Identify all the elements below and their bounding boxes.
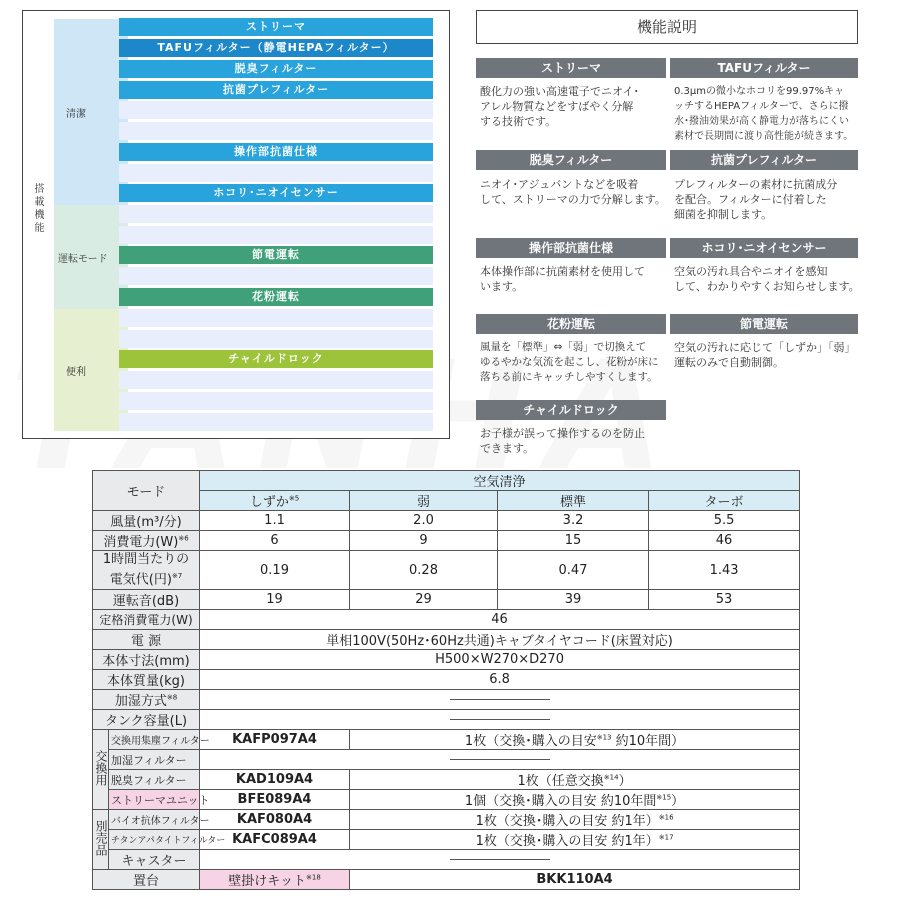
note-mark: ※17 [658,833,674,842]
part-code: BKK110A4 [350,870,800,890]
table-row [93,471,800,491]
table-cell: H500×W270×D270 [200,650,800,670]
desc-line: プレフィルターの素材に抗菌成分 [674,178,838,191]
table-cell-empty [200,850,800,870]
chart-row [119,205,433,223]
table-row [93,870,800,890]
table-cell: 3.2 [498,511,649,531]
desc-line: 細菌を抑制します。 [674,208,773,221]
desc-line: を配合。フィルターに付着した [674,193,827,206]
note-mark: ※5 [288,494,300,503]
table-row [93,850,800,870]
label-text: 加湿方式 [114,694,167,709]
mode-turbo: ターボ [649,491,800,511]
replace-deodor-filter: 脱臭フィルター [109,770,200,790]
bar-child-lock: チャイルドロック [119,350,433,368]
dash-line [450,759,550,760]
table-row [93,730,800,750]
func-prefilter-title: 抗菌プレフィルター [670,150,858,170]
info-text: 約10年間 [600,794,657,809]
desc-line: ッチするHEPAフィルターで、さらに撥 [674,101,849,112]
wall-kit [200,870,350,890]
replace-dust-filter: 交換用集塵フィルター [109,730,200,750]
table-row [93,590,800,610]
table-cell: 39 [498,590,649,610]
func-pollen-title: 花粉運転 [476,314,666,334]
row-label-power-source: 電 源 [93,630,200,650]
table-row [93,511,800,531]
func-childlock-desc [480,426,670,456]
row-label-airflow: 風量(m³/分) [93,511,200,531]
part-code: KAFC089A4 [200,830,350,850]
info-text: 1枚（交換･購入の目安 約1年） [475,814,659,829]
func-panel-title: 操作部抗菌仕様 [476,238,666,258]
table-row [93,670,800,690]
option-group-label [93,810,109,870]
note-mark: ※7 [171,572,183,581]
desc-line: する技術です。 [480,115,557,128]
chart-row [119,122,433,140]
row-label-mass: 本体質量(kg) [93,670,200,690]
chart-row [119,330,433,348]
info-text: 1個（交換･購入の目安 [464,794,597,809]
table-cell: 15 [498,531,649,551]
chart-row [119,101,433,119]
info-text: 1枚（交換･購入の目安 約1年） [475,834,659,849]
table-cell: 19 [200,590,350,610]
table-row [93,531,800,551]
chart-row [119,164,433,182]
table-cell: 6.8 [200,670,800,690]
table-cell: 53 [649,590,800,610]
note-mark: ※13 [596,733,612,742]
func-eco-desc [674,340,862,370]
table-cell: 9 [350,531,498,551]
note-mark: ※8 [166,693,178,702]
category-convenience [54,309,128,431]
row-label-rated: 定格消費電力(W) [93,610,200,630]
row-label-noise: 運転音(dB) [93,590,200,610]
table-row [93,810,800,830]
row-label-humid [93,690,200,710]
row-label-cost [93,551,200,590]
table-cell: 0.47 [498,551,649,590]
bar-antibacterial-panel: 操作部抗菌仕様 [119,143,433,161]
info-text: ） [618,774,632,789]
mode-weak: 弱 [350,491,498,511]
desc-line: 運転のみで自動制御。 [674,356,784,369]
table-row [93,610,800,630]
desc-line: 空気の汚れ具合やニオイを感知 [674,265,828,278]
desc-line: 落ちる前にキャッチしやすくします。 [480,371,658,383]
note-mark: ※16 [658,813,674,822]
row-label-tank: タンク容量(L) [93,710,200,730]
part-code: KAD109A4 [200,770,350,790]
desc-line: ニオイ･アジュバントなどを吸着 [480,178,639,191]
row-label-power [93,531,200,551]
category-mode-label: 運転モード [58,253,108,265]
table-row [93,630,800,650]
label-text: 消費電力(W) [103,535,179,550]
table-cell-empty [200,750,800,770]
table-cell: 0.19 [200,551,350,590]
desc-line: 酸化力の強い高速電子でニオイ･ [480,85,639,98]
category-cleaning-label: 清潔 [66,108,86,120]
part-info [350,730,800,750]
table-cell: 1.1 [200,511,350,531]
spec-table [92,470,800,890]
bar-pollen-mode: 花粉運転 [119,288,433,306]
table-cell: 0.28 [350,551,498,590]
part-info [350,830,800,850]
desc-line: 素材で長期間に渡り高性能が続きます。 [674,131,854,142]
chart-row [119,371,433,389]
part-info [350,810,800,830]
table-row [93,551,800,590]
label-text: 電気代(円) [109,572,172,588]
desc-line: ゆるやかな気流を起こし、花粉が床に [480,356,659,368]
desc-line: して、ストリーマの力で分解します。 [480,193,666,206]
part-code: BFE089A4 [200,790,350,810]
chart-row [119,392,433,410]
info-text: 1枚（任意交換 [517,774,604,789]
func-eco-title: 節電運転 [670,314,858,334]
table-cell-empty [200,710,800,730]
vertical-label-text: 搭載機能 [32,183,43,235]
desc-line: お子様が誤って操作するのを防止 [480,427,645,440]
replace-group-label [93,730,109,810]
func-pollen-desc [480,340,674,385]
dash-line [450,699,550,700]
info-text: 約10年間） [615,734,685,749]
part-info [350,770,800,790]
table-cell: 2.0 [350,511,498,531]
option-titanium-filter: チタンアパタイトフィルター [109,830,200,850]
table-row [93,690,800,710]
table-cell-empty [200,690,800,710]
mode-header: モード [93,471,200,511]
table-cell: 5.5 [649,511,800,531]
table-cell: 46 [200,610,800,630]
table-cell: 29 [350,590,498,610]
vertical-label [23,183,51,239]
info-text: 1枚（交換･購入の目安 [464,734,597,749]
bar-dust-odor-sensor: ホコリ･ニオイセンサー [119,184,433,202]
chart-row [119,226,433,244]
table-cell: 46 [649,531,800,551]
desc-line: 空気の汚れに応じて「しずか」「弱」 [674,341,856,354]
note-mark: ※14 [603,773,619,782]
dash-line [450,719,550,720]
desc-line: 0.3μmの微小なホコリを99.97%キャ [674,86,845,97]
function-title: 機能説明 [476,10,858,44]
mode-standard: 標準 [498,491,649,511]
func-panel-desc [480,264,670,294]
bar-antibacterial-prefilter: 抗菌プレフィルター [119,81,433,99]
chart-row [119,309,433,327]
table-row [93,770,800,790]
feature-chart [22,10,450,439]
label-text: 1時間当たりの [102,552,190,568]
table-row [93,750,800,770]
table-cell: 1.43 [649,551,800,590]
func-tafu-desc [674,84,862,144]
mode-shizuka-label: しずか [249,495,289,510]
row-label-size: 本体寸法(mm) [93,650,200,670]
part-code: KAF080A4 [200,810,350,830]
func-deodor-title: 脱臭フィルター [476,150,666,170]
table-row [93,790,800,810]
func-childlock-title: チャイルドロック [476,400,666,420]
func-sensor-title: ホコリ･ニオイセンサー [670,238,858,258]
func-deodor-desc [480,177,670,207]
table-row [93,650,800,670]
replace-streamer-unit: ストリーマユニット [109,790,200,810]
desc-line: 風量を「標準」⇔「弱」で切換えて [480,341,647,353]
wall-kit-label: 壁掛けキット [228,874,306,889]
table-cell: 単相100V(50Hz･60Hz共通)キャブタイヤコード(床置対応) [200,630,800,650]
note-mark: ※15 [656,793,672,802]
bar-eco-mode: 節電運転 [119,246,433,264]
note-mark: ※6 [178,534,189,543]
category-convenience-label: 便利 [66,366,86,378]
bar-deodorizing-filter: 脱臭フィルター [119,60,433,78]
mode-shizuka [200,491,350,511]
func-streamer-desc [480,84,670,129]
part-code: KAFP097A4 [200,730,350,750]
table-row [93,710,800,730]
table-row [93,830,800,850]
chart-row [119,413,433,431]
dash-line [450,859,550,860]
desc-line: できます。 [480,442,535,455]
option-caster: キャスター [109,850,200,870]
func-tafu-title: TAFUフィルター [670,58,858,78]
func-sensor-desc [674,264,862,294]
replace-group-text: 交換用 [94,750,108,786]
desc-line: 水･撥油効果が高く静電力が落ちにくい [674,116,849,127]
bar-streamer: ストリーマ [119,18,433,36]
category-cleaning [54,19,128,205]
func-prefilter-desc [674,177,862,222]
air-clean-header: 空気清浄 [200,471,800,491]
desc-line: して、わかりやすくお知らせします。 [674,280,860,293]
bar-tafu-filter: TAFUフィルター（静電HEPAフィルター） [119,39,433,57]
row-label-stand: 置台 [93,870,200,890]
desc-line: います。 [480,280,524,293]
table-row [93,491,800,511]
category-mode [54,205,128,309]
table-cell: 6 [200,531,350,551]
option-group-text: 別売品 [94,820,108,856]
replace-humid-filter: 加湿フィルター [109,750,200,770]
part-info: 1個（交換･購入の目安 約10年間$^{※15}$） [350,790,800,810]
chart-row [119,267,433,285]
note-mark: ※18 [306,873,321,882]
func-streamer-title: ストリーマ [476,58,666,78]
desc-line: アレル物質などをすばやく分解 [480,100,634,113]
option-bio-filter: バイオ抗体フィルター [109,810,200,830]
desc-line: 本体操作部に抗菌素材を使用して [480,265,645,278]
